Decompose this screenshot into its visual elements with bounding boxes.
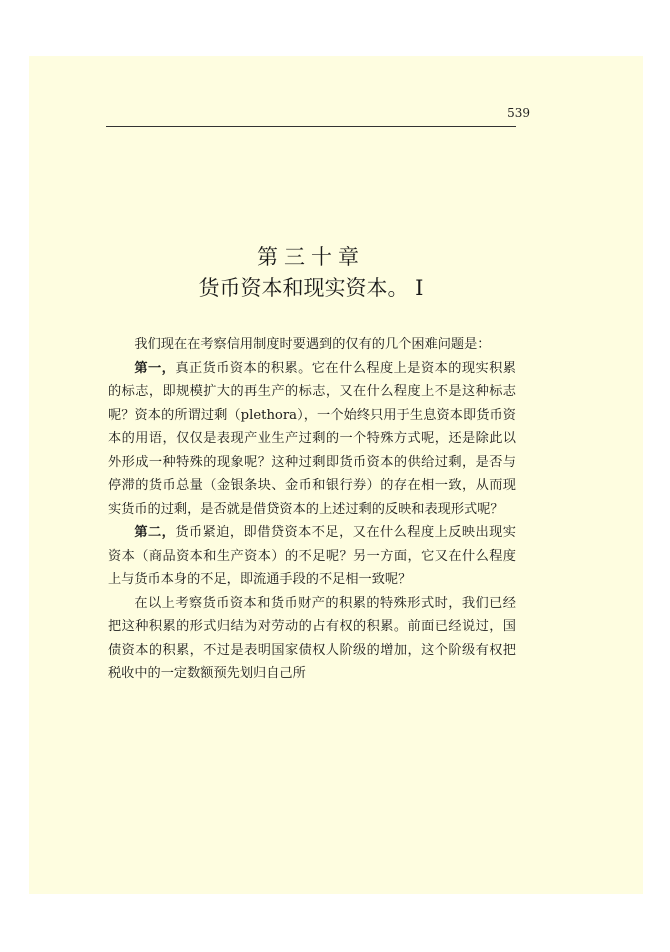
paragraph [108, 333, 516, 357]
header-rule [106, 126, 516, 127]
paragraph-text: 真正货币资本的积累。它在什么程度上是资本的现实积累的标志，即规模扩大的再生产的标志，又在什么程度上不是这种标志呢？资本的所谓过剩（plethora），一个始终只用于生息资本即货币资本的用语，仅仅是表现产业生产过剩的一个特殊方式呢，还是除此以外形成一种特殊的现象呢？这种过剩即货币资本的供给过剩，是否与停滞的货币总量（金银条块、金币和银行券）的存在相一致，从而现实货币的过剩，是否就是借贷资本的上述过剩的反映和表现形式呢？ [108, 360, 516, 517]
page-number: 539 [507, 106, 530, 120]
chapter-number: 第三十章 [257, 245, 365, 269]
body-text [108, 333, 516, 686]
paragraph-text: 货币紧迫，即借贷资本不足，又在什么程度上反映出现实资本（商品资本和生产资本）的不足呢？另一方面，它又在什么程度上与货币本身的不足，即流通手段的不足相一致呢？ [108, 525, 516, 587]
paragraph-lead: 第二， [134, 525, 176, 540]
chapter-title: 货币资本和现实资本。 I [198, 276, 424, 300]
paragraph [108, 357, 516, 522]
paragraph [108, 592, 516, 686]
paragraph [108, 521, 516, 592]
paragraph-text: 我们现在在考察信用制度时要遇到的仅有的几个困难问题是： [134, 337, 491, 352]
paragraph-lead: 第一， [134, 360, 176, 376]
paragraph-text: 在以上考察货币资本和货币财产的积累的特殊形式时，我们已经把这种积累的形式归结为对劳动的占有权的积累。前面已经说过，国债资本的积累，不过是表明国家债权人阶级的增加，这个阶级有权把税收中的一定数额预先划归自己所 [108, 595, 516, 681]
